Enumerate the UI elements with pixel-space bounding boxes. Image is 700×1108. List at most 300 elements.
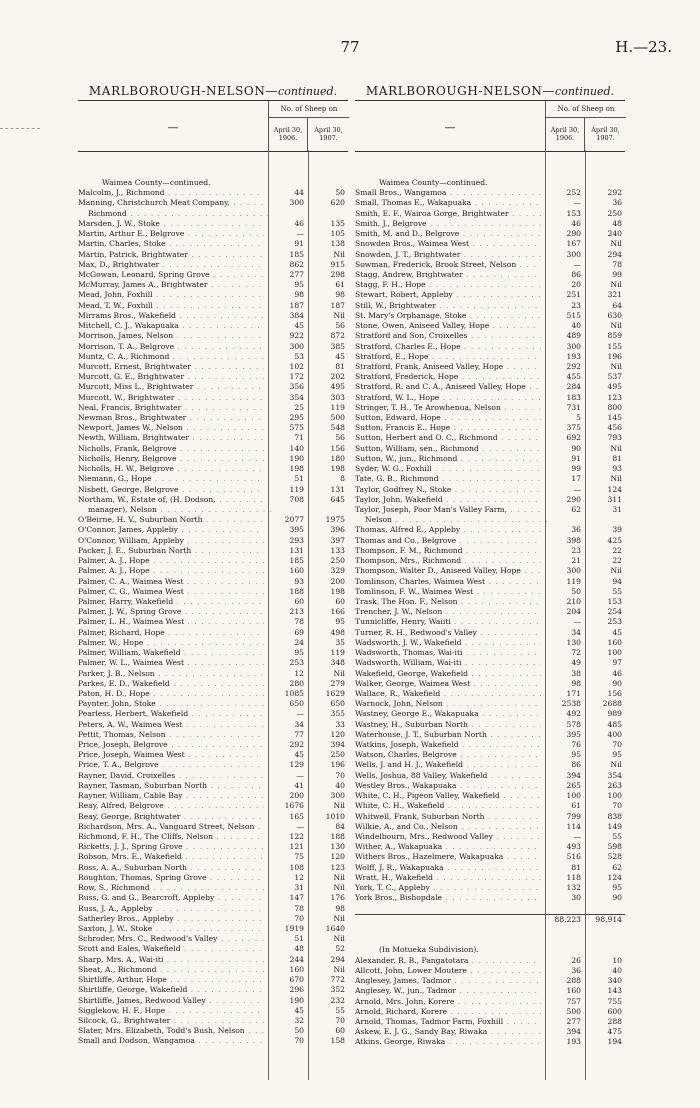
owner-name: (In Motueka Subdivision). bbox=[379, 945, 479, 955]
table-row bbox=[78, 433, 348, 443]
sheep-1906: 375 bbox=[566, 423, 581, 433]
sheep-1906: 17 bbox=[571, 474, 581, 484]
sheep-1906: 53 bbox=[294, 351, 304, 361]
table-row bbox=[78, 873, 348, 883]
sheep-1906: 731 bbox=[566, 402, 581, 412]
year1-bottom: 1906. bbox=[278, 134, 298, 142]
sheep-1907: 400 bbox=[607, 729, 622, 739]
sheep-1907: 131 bbox=[330, 484, 345, 494]
sheep-1906: 51 bbox=[294, 934, 304, 944]
sheep-1907: 55 bbox=[612, 832, 622, 841]
table-row bbox=[355, 515, 625, 525]
sheep-1907: 176 bbox=[330, 893, 345, 903]
table-row bbox=[78, 546, 348, 556]
table-row bbox=[355, 495, 625, 505]
table-row bbox=[78, 301, 348, 311]
sheep-1906: 153 bbox=[566, 208, 581, 218]
sheep-1906: 45 bbox=[294, 321, 304, 331]
sheep-1906: 88,223 bbox=[554, 914, 581, 924]
table-row bbox=[355, 966, 625, 976]
sheep-1907: 90 bbox=[612, 678, 622, 688]
owner-name: Russ, J. A., Appleby . . . bbox=[78, 904, 264, 914]
owner-name: Newth, William, Brightwater . . . bbox=[78, 433, 264, 443]
table-row bbox=[78, 239, 348, 249]
owner-name: Warnock, John, Nelson . . . bbox=[355, 699, 541, 709]
sheep-1906: 61 bbox=[571, 801, 581, 811]
table-row bbox=[355, 832, 625, 842]
sheep-1906: 102 bbox=[289, 361, 304, 371]
sheep-1907: 196 bbox=[607, 351, 622, 361]
sheep-1907: 40 bbox=[612, 965, 622, 975]
table-row bbox=[355, 423, 625, 433]
sheep-1906: 922 bbox=[289, 331, 304, 341]
table-row bbox=[78, 699, 348, 709]
table-row bbox=[355, 986, 625, 996]
table-row bbox=[355, 219, 625, 229]
sheep-1907: 70 bbox=[612, 801, 622, 811]
left-header-year-1907 bbox=[309, 117, 348, 151]
owner-name: Smith, J., Belgrove . . . bbox=[355, 219, 541, 229]
sheep-1907: 198 bbox=[330, 586, 345, 596]
owner-name: Stratford, Frederick, Hope . . . bbox=[355, 372, 541, 382]
sheep-1907: 495 bbox=[330, 382, 345, 392]
owner-name: Palmer, C. G., Waimea West . . . bbox=[78, 587, 264, 597]
owner-name: Price, Joseph, Waimea West . . . bbox=[78, 750, 264, 760]
sheep-1906: 277 bbox=[566, 1016, 581, 1026]
sheep-1906: 34 bbox=[294, 719, 304, 729]
table-row bbox=[78, 444, 348, 454]
table-row bbox=[355, 873, 625, 883]
owner-name: Thomas and Co., Belgrove . . . bbox=[355, 536, 541, 546]
sheep-1907: Nil bbox=[333, 913, 345, 923]
owner-name: Rayner, Tasman, Suburban North . . . bbox=[78, 781, 264, 791]
table-row bbox=[78, 1036, 348, 1046]
table-row bbox=[355, 525, 625, 535]
table-row bbox=[78, 1006, 348, 1016]
page-reference: H.—23. bbox=[615, 38, 672, 56]
sheep-1907: 254 bbox=[607, 607, 622, 617]
owner-name: Wratt, H., Wakefield . . . bbox=[355, 873, 541, 883]
owner-name: Tomlinson, F. W., Waimea West . . . bbox=[355, 587, 541, 597]
table-row bbox=[78, 985, 348, 995]
table-row bbox=[355, 209, 625, 219]
sheep-1906: 799 bbox=[566, 811, 581, 821]
sheep-1906: 45 bbox=[294, 1005, 304, 1015]
owner-name: Packer, J. E., Suburban North . . . bbox=[78, 546, 264, 556]
sheep-1906: 90 bbox=[571, 443, 581, 453]
table-row bbox=[355, 362, 625, 372]
sheep-1907: 528 bbox=[607, 852, 622, 862]
owner-name: St. Mary's Orphanage, Stoke . . . bbox=[355, 311, 541, 321]
table-row bbox=[78, 403, 348, 413]
table-row bbox=[78, 832, 348, 842]
sheep-1906: 36 bbox=[571, 965, 581, 975]
sheep-1907: Nil bbox=[610, 474, 622, 484]
owner-name: Stringer, T. H., Te Arowhenua, Nelson . . . bbox=[355, 403, 541, 413]
owner-name: Small Bros., Wangamoa . . . bbox=[355, 188, 541, 198]
sheep-1907: 600 bbox=[607, 1006, 622, 1016]
table-row bbox=[78, 658, 348, 668]
owner-name: Taylor, Joseph, Poor Man's Valley Farm, . . . bbox=[355, 505, 541, 515]
table-row bbox=[355, 842, 625, 852]
sheep-1907: Nil bbox=[333, 668, 345, 678]
owner-name: Neal, Francis, Brightwater . . . bbox=[78, 403, 264, 413]
table-row bbox=[78, 280, 348, 290]
owner-name: Wallace, R., Wakefield . . . bbox=[355, 689, 541, 699]
sheep-1907: 95 bbox=[335, 617, 345, 627]
sheep-1906: 185 bbox=[289, 249, 304, 259]
owner-name: Wells, J. and H. J., Wakefield . . . bbox=[355, 760, 541, 770]
sheep-1907: 123 bbox=[330, 862, 345, 872]
sheep-1907: 385 bbox=[330, 341, 345, 351]
owner-name: Taylor, John, Wakefield . . . bbox=[355, 495, 541, 505]
owner-name: Waimea County—continued. bbox=[102, 178, 211, 187]
sheep-1907: 133 bbox=[330, 545, 345, 555]
table-row bbox=[355, 597, 625, 607]
owner-name: Wilkie, A., and Co., Nelson . . . bbox=[355, 822, 541, 832]
table-row bbox=[355, 556, 625, 566]
year2-top: April 30, bbox=[591, 126, 620, 134]
table-row bbox=[355, 372, 625, 382]
owner-name: Reay, Alfred, Belgrove . . . bbox=[78, 801, 264, 811]
table-row bbox=[78, 515, 348, 525]
owner-name: Robson, Mrs. E., Wakefield . . . bbox=[78, 852, 264, 862]
sheep-1907: 198 bbox=[330, 464, 345, 474]
sheep-1906: 292 bbox=[289, 740, 304, 750]
owner-name: Stone, Owen, Aniseed Valley, Hope . . . bbox=[355, 321, 541, 331]
owner-name: Paynter, John, Stoke . . . bbox=[78, 699, 264, 709]
sheep-1907: Nil bbox=[610, 239, 622, 249]
sheep-1907: 1640 bbox=[325, 923, 345, 933]
sheep-1907: 396 bbox=[330, 525, 345, 535]
sheep-1906: 489 bbox=[566, 331, 581, 341]
sheep-1906: 252 bbox=[566, 188, 581, 198]
sheep-1907: 500 bbox=[330, 413, 345, 423]
table-row bbox=[355, 638, 625, 648]
table-row bbox=[355, 1037, 625, 1047]
table-row bbox=[355, 801, 625, 811]
sheep-1906: 69 bbox=[294, 627, 304, 637]
sheep-1907: 485 bbox=[607, 719, 622, 729]
right-table-header bbox=[355, 100, 625, 152]
owner-name: Arnold, Thomas, Tadmor Farm, Foxhill . . . bbox=[355, 1017, 541, 1027]
table-row bbox=[355, 822, 625, 832]
sheep-1907: Nil bbox=[610, 321, 622, 331]
owner-name: Trask, The Hon. F., Nelson . . . bbox=[355, 597, 541, 607]
sheep-1906: 193 bbox=[566, 1037, 581, 1047]
table-row bbox=[355, 536, 625, 546]
sheep-1906: 160 bbox=[566, 986, 581, 996]
table-row bbox=[78, 955, 348, 965]
sheep-1907: Nil bbox=[610, 443, 622, 453]
table-row bbox=[355, 342, 625, 352]
owner-name: Withers Bros., Hazelmere, Wakapuaka . . . bbox=[355, 852, 541, 862]
page-number: 77 bbox=[340, 38, 360, 56]
sheep-1906: 98 bbox=[294, 290, 304, 300]
sheep-1907: 859 bbox=[607, 331, 622, 341]
table-row bbox=[78, 812, 348, 822]
sheep-1907: 60 bbox=[335, 596, 345, 606]
owner-name: Snowden Bros., Waimea West . . . bbox=[355, 239, 541, 249]
sheep-1906: 23 bbox=[571, 545, 581, 555]
sheep-1906: 46 bbox=[571, 218, 581, 228]
owner-name: Pearless, Herbert, Wakefield . . . bbox=[78, 709, 264, 719]
owner-name: Tunnicliffe, Henry, Waiiti . . . bbox=[355, 617, 541, 627]
table-row bbox=[78, 597, 348, 607]
sheep-1907: 130 bbox=[330, 842, 345, 852]
owner-name: Taylor, Godfrey N., Stoke . . . bbox=[355, 485, 541, 495]
sheep-1906: 356 bbox=[289, 382, 304, 392]
sheep-1907: 200 bbox=[330, 576, 345, 586]
sheep-1906: 300 bbox=[289, 341, 304, 351]
owner-name: Askew, E. J. G., Sandy Bay, Riwaka . . . bbox=[355, 1027, 541, 1037]
table-row bbox=[78, 556, 348, 566]
table-row bbox=[78, 464, 348, 474]
sheep-1906: 50 bbox=[571, 586, 581, 596]
table-row bbox=[78, 260, 348, 270]
owner-name: Wadsworth, Thomas, Wai-iti . . . bbox=[355, 648, 541, 658]
table-row bbox=[78, 914, 348, 924]
owner-name: Westley Bros., Wakapuaka . . . bbox=[355, 781, 541, 791]
sheep-1907: 145 bbox=[607, 413, 622, 423]
sheep-1906: 86 bbox=[571, 760, 581, 770]
owner-name: Wolff, J. R., Wakapuaka . . . bbox=[355, 863, 541, 873]
sheep-1907: 650 bbox=[330, 699, 345, 709]
sheep-1907: 60 bbox=[335, 1026, 345, 1036]
sheep-1907: 166 bbox=[330, 607, 345, 617]
sheep-1907: 240 bbox=[607, 229, 622, 239]
table-row bbox=[355, 260, 625, 270]
sheep-1906: 147 bbox=[289, 893, 304, 903]
owner-name: Still, W., Brightwater . . . bbox=[355, 301, 541, 311]
sheep-1907: 2688 bbox=[602, 699, 622, 709]
sheep-1907: 495 bbox=[607, 382, 622, 392]
owner-name: Trencher, J. W., Nelson . . . bbox=[355, 607, 541, 617]
sheep-1906: 70 bbox=[294, 913, 304, 923]
sheep-1906: 99 bbox=[571, 464, 581, 474]
table-row bbox=[78, 423, 348, 433]
table-row bbox=[78, 188, 348, 198]
sheep-1907: 800 bbox=[607, 402, 622, 412]
sheep-1907: 838 bbox=[607, 811, 622, 821]
year1-bottom: 1906. bbox=[555, 134, 575, 142]
table-row bbox=[78, 781, 348, 791]
sheep-1907: 94 bbox=[612, 576, 622, 586]
sheep-1907: 498 bbox=[330, 627, 345, 637]
sheep-1906: 395 bbox=[289, 525, 304, 535]
sheep-1906: — bbox=[573, 617, 581, 627]
sheep-1907: 155 bbox=[607, 341, 622, 351]
table-row bbox=[78, 648, 348, 658]
left-column-heading bbox=[78, 84, 348, 98]
owner-name: Row, S., Richmond . . . bbox=[78, 883, 264, 893]
sheep-1907: 196 bbox=[330, 760, 345, 770]
sheep-1907: 772 bbox=[330, 975, 345, 985]
sheep-1906: — bbox=[296, 821, 304, 831]
table-row bbox=[355, 587, 625, 597]
owner-name: York Bros., Bishopdale . . . bbox=[355, 893, 541, 903]
right-header-year-1906 bbox=[545, 117, 585, 151]
sheep-1906: 384 bbox=[289, 310, 304, 320]
owner-name: Stratford, Frank, Aniseed Valley, Hope . . . bbox=[355, 362, 541, 372]
table-row bbox=[355, 771, 625, 781]
sheep-1907: 61 bbox=[335, 280, 345, 290]
owner-name: White, C. H., Wakefield . . . bbox=[355, 801, 541, 811]
sheep-1906: 95 bbox=[571, 750, 581, 760]
table-row bbox=[355, 760, 625, 770]
owner-name: Smith, E. F., Wairoa Gorge, Brightwater . . . bbox=[355, 209, 541, 219]
sheep-1907: 250 bbox=[330, 750, 345, 760]
owner-name: Ricketts, J. J., Spring Grove . . . bbox=[78, 842, 264, 852]
owner-name: Scott and Eales, Wakefield . . . bbox=[78, 944, 264, 954]
sheep-1907: 915 bbox=[330, 259, 345, 269]
sheep-1906: 62 bbox=[571, 505, 581, 514]
owner-name: Arnold, Richard, Korere . . . bbox=[355, 1007, 541, 1017]
right-heading-continued: continued. bbox=[555, 85, 615, 98]
owner-name: Slater, Mrs. Elizabeth, Todd's Bush, Nelson . . . bbox=[78, 1026, 264, 1036]
sheep-1907: 598 bbox=[607, 842, 622, 852]
owner-name: Richmond, F. H., The Cliffs, Nelson . . . bbox=[78, 832, 264, 842]
sheep-1906: 198 bbox=[289, 464, 304, 474]
sheep-1906: 25 bbox=[294, 402, 304, 412]
table-row bbox=[355, 812, 625, 822]
table-row bbox=[78, 362, 348, 372]
year2-bottom: 1907. bbox=[596, 134, 615, 142]
sheep-1907: 70 bbox=[335, 1015, 345, 1025]
owner-name: Parker, J. B., Nelson . . . bbox=[78, 669, 264, 679]
owner-name: Stratford and Son, Croixelles . . . bbox=[355, 331, 541, 341]
sheep-1906: 578 bbox=[566, 719, 581, 729]
sheep-1907: 46 bbox=[612, 668, 622, 678]
sheep-1906: 862 bbox=[289, 259, 304, 269]
owner-name: Shirtliffe, Arthur, Hope . . . bbox=[78, 975, 264, 985]
table-row bbox=[355, 485, 625, 495]
table-row bbox=[355, 679, 625, 689]
sheep-1906: 251 bbox=[566, 290, 581, 300]
table-row bbox=[355, 433, 625, 443]
right-header-year-1907 bbox=[586, 117, 625, 151]
sheep-1906: 708 bbox=[289, 494, 304, 504]
owner-name: Thompson, Walter D., Aniseed Valley, Hope . . . bbox=[355, 566, 541, 576]
sheep-1906: 493 bbox=[566, 842, 581, 852]
table-row bbox=[78, 229, 348, 239]
sheep-1907: 292 bbox=[607, 188, 622, 198]
sheep-1906: 130 bbox=[566, 637, 581, 647]
owner-name: Syder, W. G., Foxhill . . . bbox=[355, 464, 541, 474]
sheep-1907: 303 bbox=[330, 392, 345, 402]
left-table-body bbox=[78, 178, 348, 1047]
table-row bbox=[355, 781, 625, 791]
sheep-1907: 645 bbox=[330, 494, 345, 504]
sheep-1907: 187 bbox=[330, 300, 345, 310]
table-row bbox=[355, 454, 625, 464]
sheep-1906: 165 bbox=[289, 811, 304, 821]
sheep-1907: 352 bbox=[330, 985, 345, 995]
owner-name: Nelson . . . bbox=[365, 515, 551, 525]
sheep-1906: 51 bbox=[294, 474, 304, 484]
sheep-1906: 119 bbox=[566, 576, 581, 586]
sheep-1907: 62 bbox=[612, 862, 622, 872]
table-row bbox=[355, 904, 625, 914]
table-row bbox=[355, 566, 625, 576]
sheep-1906: 78 bbox=[294, 617, 304, 627]
table-row bbox=[78, 577, 348, 587]
sheep-1906: — bbox=[296, 709, 304, 719]
sheep-1907: 95 bbox=[612, 750, 622, 760]
table-row bbox=[78, 219, 348, 229]
sheep-1907: 263 bbox=[607, 780, 622, 790]
table-row bbox=[78, 352, 348, 362]
sheep-1907: 48 bbox=[612, 218, 622, 228]
owner-name: Small, Thomas E., Wakapuaka . . . bbox=[355, 198, 541, 208]
sheep-1907: 397 bbox=[330, 535, 345, 545]
table-row bbox=[355, 893, 625, 903]
owner-name: Satherley Bros., Appleby . . . bbox=[78, 914, 264, 924]
sheep-1907: 39 bbox=[612, 525, 622, 535]
sheep-1906: 5 bbox=[576, 413, 581, 423]
owner-name: O'Beirne, H. V., Suburban North . . . bbox=[78, 515, 264, 525]
table-row bbox=[78, 270, 348, 280]
sheep-1907: 1629 bbox=[325, 688, 345, 698]
owner-name: Sutton, Francis E., Hope . . . bbox=[355, 423, 541, 433]
owner-name: Palmer, J. W., Spring Grove . . . bbox=[78, 607, 264, 617]
table-row bbox=[78, 822, 348, 832]
sheep-1906: 295 bbox=[289, 413, 304, 423]
sheep-1906: — bbox=[573, 832, 581, 841]
sheep-1906: 95 bbox=[294, 280, 304, 290]
owner-name: Sheat, A., Richmond . . . bbox=[78, 965, 264, 975]
sheep-1906: 213 bbox=[289, 607, 304, 617]
table-row bbox=[78, 1016, 348, 1026]
owner-name: Anglesey, James, Tadmor . . . bbox=[355, 976, 541, 986]
owner-name: Watkins, Joseph, Wakefield . . . bbox=[355, 740, 541, 750]
sheep-1906: — bbox=[573, 198, 581, 208]
owner-name: Palmer, William, Wakefield . . . bbox=[78, 648, 264, 658]
table-row bbox=[78, 321, 348, 331]
sheep-1906: 193 bbox=[566, 351, 581, 361]
sheep-1906: 36 bbox=[571, 525, 581, 535]
owner-name: Palmer, Richard, Hope . . . bbox=[78, 628, 264, 638]
sheep-1907: 153 bbox=[607, 596, 622, 606]
sheep-1906: 692 bbox=[566, 433, 581, 443]
table-row bbox=[78, 628, 348, 638]
table-row bbox=[78, 924, 348, 934]
sheep-1907: 548 bbox=[330, 423, 345, 433]
sheep-1907: 355 bbox=[330, 709, 345, 719]
sheep-1907: 253 bbox=[607, 617, 622, 627]
sheep-1906: 95 bbox=[294, 648, 304, 658]
table-row bbox=[78, 209, 348, 219]
sheep-1906: 34 bbox=[571, 627, 581, 637]
table-row bbox=[355, 956, 625, 966]
owner-name: Tomlinson, Charles, Waimea West . . . bbox=[355, 577, 541, 587]
sheep-1906: 46 bbox=[294, 218, 304, 228]
owner-name: McGowan, Leonard, Spring Grove . . . bbox=[78, 270, 264, 280]
table-row bbox=[78, 566, 348, 576]
owner-name: Nicholls, Frank, Belgrove . . . bbox=[78, 444, 264, 454]
owner-name: Palmer, L. H., Waimea West . . . bbox=[78, 617, 264, 627]
sheep-1907: 1010 bbox=[325, 811, 345, 821]
sheep-1906: 204 bbox=[566, 607, 581, 617]
sheep-1906: 129 bbox=[289, 760, 304, 770]
table-row bbox=[355, 577, 625, 587]
sheep-1907: 98 bbox=[335, 290, 345, 300]
table-row bbox=[78, 525, 348, 535]
sheep-1907: 55 bbox=[612, 586, 622, 596]
owner-name: Murcott, W., Brightwater . . . bbox=[78, 393, 264, 403]
owner-name: Paton, H. D., Hope . . . bbox=[78, 689, 264, 699]
sheep-1906: 253 bbox=[289, 658, 304, 668]
